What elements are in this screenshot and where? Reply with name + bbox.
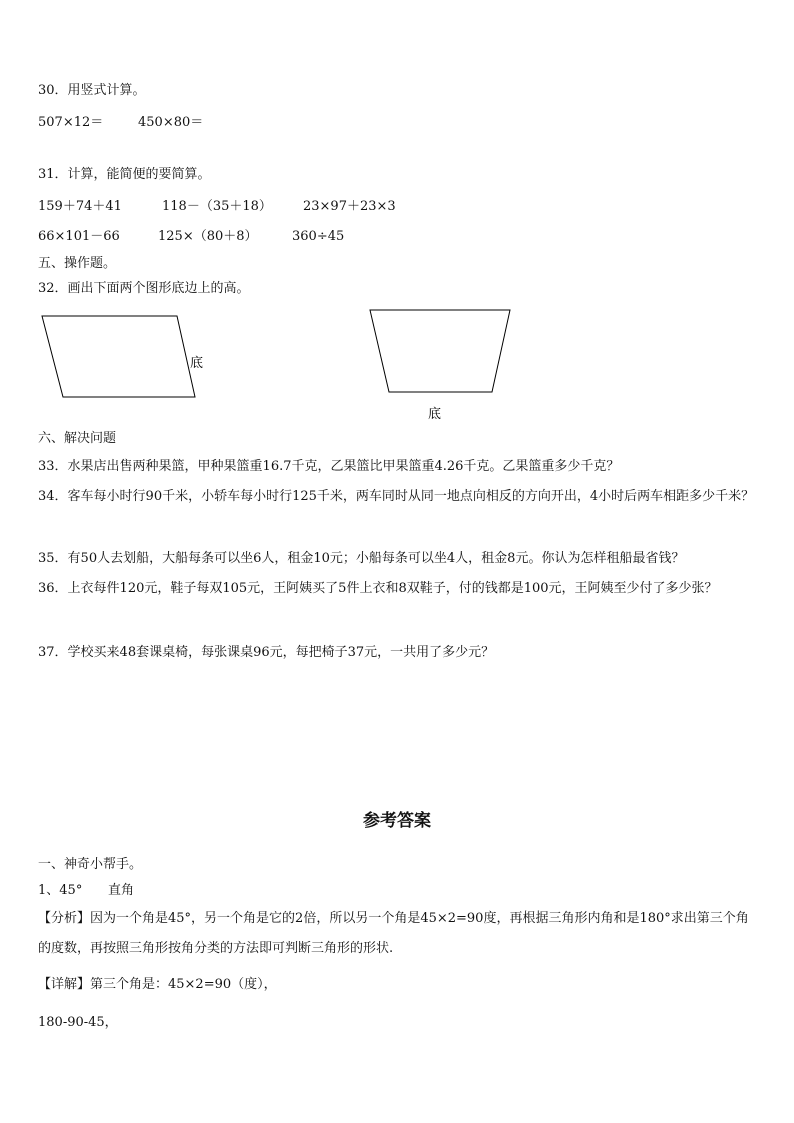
answer-1-detail: 【详解】第三个角是：45×2=90（度）， bbox=[38, 977, 277, 992]
trapezoid-base-label: 底 bbox=[428, 407, 442, 422]
q30-expressions bbox=[38, 114, 203, 132]
q31-expr-6: 360÷45 bbox=[292, 229, 345, 244]
q31-expr-5: 125×（80＋8） bbox=[158, 229, 258, 244]
section-5-heading: 五、操作题。 bbox=[38, 256, 117, 271]
q31-row-2 bbox=[38, 228, 344, 246]
answer-1 bbox=[38, 882, 134, 900]
q30-expr-2: 450×80＝ bbox=[138, 115, 204, 130]
q37: 37．学校买来48套课桌椅，每张课桌96元，每把椅子37元，一共用了多少元？ bbox=[38, 645, 495, 660]
q31-row-1 bbox=[38, 198, 396, 216]
q34: 34．客车每小时行90千米，小轿车每小时行125千米，两车同时从同一地点向相反的方向开出，4小时后两车相距多少千米？ bbox=[38, 489, 755, 504]
q31-expr-3: 23×97＋23×3 bbox=[303, 199, 396, 214]
parallelogram-base-label: 底 bbox=[190, 356, 204, 371]
q32-title: 32．画出下面两个图形底边上的高。 bbox=[38, 281, 250, 296]
q31-expr-4: 66×101－66 bbox=[38, 229, 120, 244]
answer-1-result: 直角 bbox=[108, 883, 135, 898]
q35: 35．有50人去划船，大船每条可以坐6人，租金10元；小船每条可以坐4人，租金8元。你认为怎样租船最省钱？ bbox=[38, 551, 685, 566]
answer-1-number: 1、45° bbox=[38, 883, 83, 898]
q31-expr-2: 118－（35＋18） bbox=[162, 199, 272, 214]
q31-title: 31．计算，能简便的要简算。 bbox=[38, 167, 211, 182]
q32-figures bbox=[0, 300, 794, 430]
section-6-heading: 六、解决问题 bbox=[38, 431, 117, 446]
answers-section-1: 一、神奇小帮手。 bbox=[38, 857, 143, 872]
q30-expr-1: 507×12＝ bbox=[38, 115, 104, 130]
answers-title: 参考答案 bbox=[363, 811, 431, 831]
q30-title: 30．用竖式计算。 bbox=[38, 83, 146, 98]
answer-1-calc: 180-90-45， bbox=[38, 1015, 118, 1030]
parallelogram-shape bbox=[42, 316, 195, 397]
q36: 36．上衣每件120元，鞋子每双105元，王阿姨买了5件上衣和8双鞋子，付的钱都是100元，王阿姨至少付了多少张？ bbox=[38, 581, 718, 596]
answer-1-analysis: 【分析】因为一个角是45°，另一个角是它的2倍，所以另一个角是45×2=90度，再根据三角形内角和是180°求出第三个角的度数，再按照三角形按角分类的方法即可判断三角形的形状. bbox=[38, 911, 749, 956]
q33: 33．水果店出售两种果篮，甲种果篮重16.7千克，乙果篮比甲果篮重4.26千克。乙果篮重多少千克？ bbox=[38, 459, 620, 474]
q31-expr-1: 159＋74＋41 bbox=[38, 199, 122, 214]
trapezoid-shape bbox=[370, 310, 510, 392]
